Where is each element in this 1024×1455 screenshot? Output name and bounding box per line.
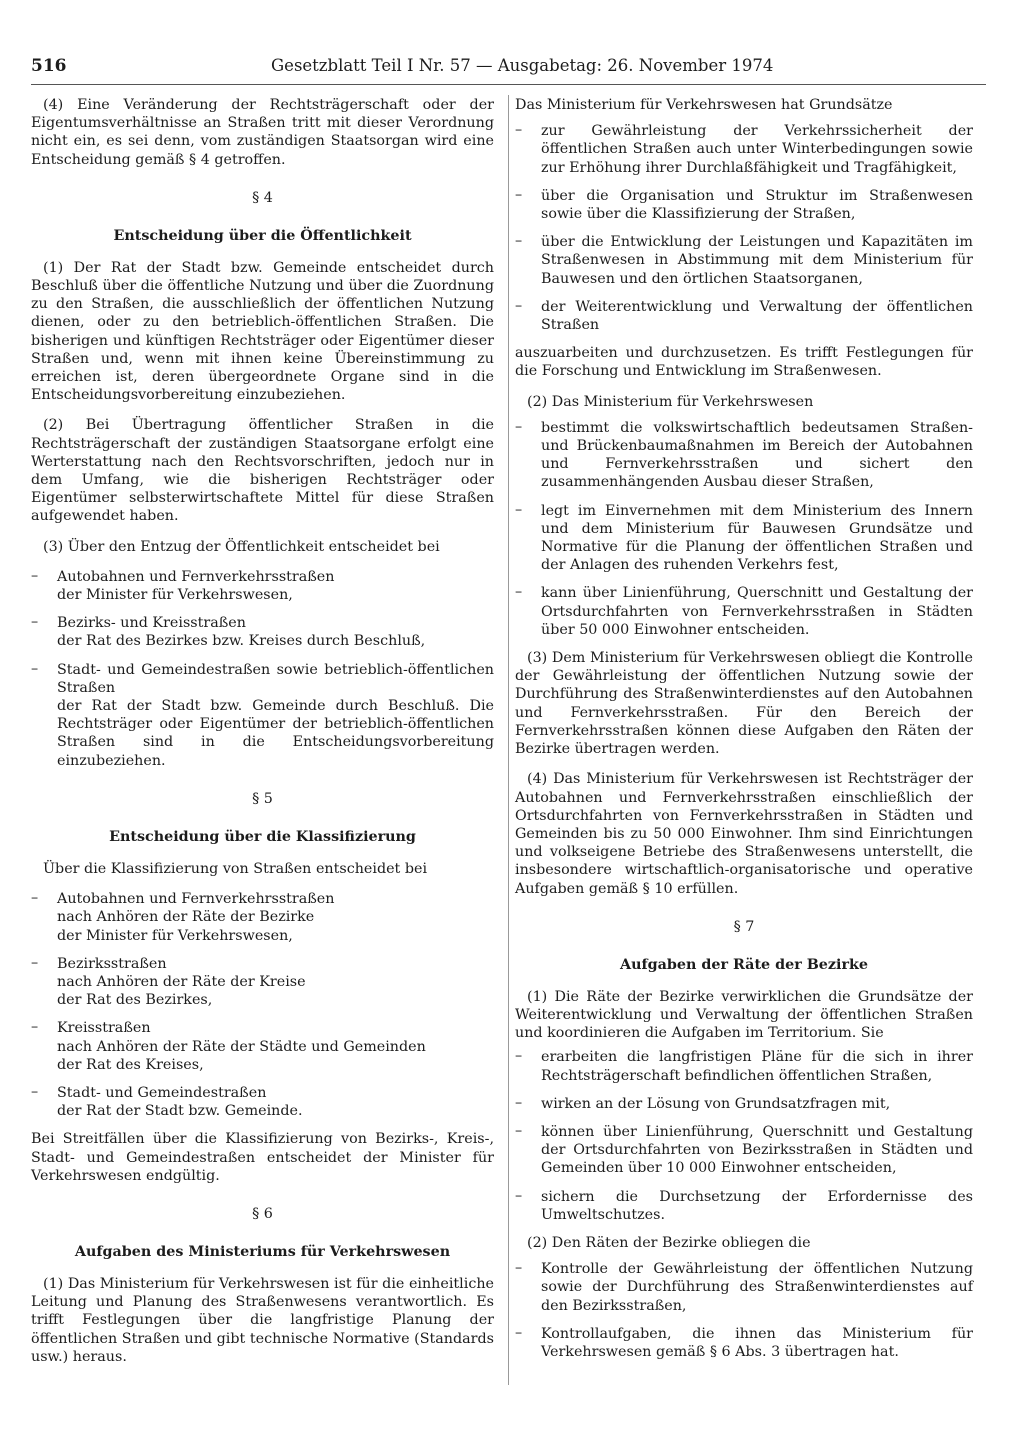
list-item-line: der Rat des Kreises, <box>57 1056 204 1073</box>
list-item <box>515 298 973 334</box>
section-title-6: Aufgaben des Ministeriums für Verkehrswesen <box>74 1243 451 1260</box>
list-item <box>31 661 494 770</box>
paragraph-6-3: (3) Dem Ministerium für Verkehrswesen obliegt die Kontrolle der Gewährleistung der öffentlichen Nutzung sowie der Durchführung des Straßenwinterdienstes auf den Autobahnen und Fernverkehrsstraßen. Für den Bereich der Fernverkehrsstraßen können diese Aufgaben den Räten der Bezirke übertragen werden. <box>515 650 973 758</box>
list-item-text: – kann über Linienführung, Querschnitt und Gestaltung der Ortsdurchfahrten von Fernverkehrsstraßen in Städten über 50 000 Einwohner entscheiden. <box>541 585 973 638</box>
list-item <box>31 614 494 650</box>
paragraph-3-4: (4) Eine Veränderung der Rechtsträgerschaft oder der Eigentumsverhältnisse an Straßen tritt mit dieser Verordnung nicht ein, es sei denn, vom zuständigen Staatsorgan wird eine Entscheidung gemäß § 4 getroffen. <box>31 97 494 168</box>
paragraph-5-end: Bei Streitfällen über die Klassifizierung von Bezirks-, Kreis-, Stadt- und Gemeindestraßen entscheidet der Minister für Verkehrswesen endgültig. <box>31 1131 494 1184</box>
list-item <box>31 568 494 604</box>
section-number-4: § 4 <box>252 189 273 206</box>
list-item-text: – über die Entwicklung der Leistungen und Kapazitäten im Straßenwesen in Abstimmung mit dem Ministerium für Bauwesen und den örtlichen Staatsorganen, <box>541 234 973 287</box>
paragraph-7-2: (2) Den Räten der Bezirke obliegen die <box>527 1234 811 1251</box>
list-item-line: der Rat der Stadt bzw. Gemeinde durch Beschluß. Die Rechtsträger oder Eigentümer der betrieblich-öffentlichen Straßen sind in die Entscheidungsvorbereitung einzubeziehen. <box>57 698 494 769</box>
paragraph-6-1-end: auszuarbeiten und durchzusetzen. Es trifft Festlegungen für die Forschung und Entwicklung im Straßenwesen. <box>515 345 973 380</box>
section-number-7: § 7 <box>733 918 755 935</box>
list-item-text: – bestimmt die volkswirtschaftlich bedeutsamen Straßen- und Brückenbaumaßnahmen im Bereich der Autobahnen und Fernverkehrsstraßen und sichert den zusammenhängenden Ausbau dieser Straßen, <box>541 419 973 491</box>
left-column <box>31 96 494 1378</box>
list-item-line: – Bezirksstraßen <box>57 955 167 972</box>
list-item <box>31 1084 494 1120</box>
list-item-line: – Autobahnen und Fernverkehrsstraßen <box>57 891 335 908</box>
list-item-line: nach Anhören der Räte der Kreise <box>57 973 306 990</box>
list-item-text: – der Weiterentwicklung und Verwaltung der öffentlichen Straßen <box>541 298 973 334</box>
page-header <box>31 56 986 82</box>
list-item <box>515 584 973 639</box>
list-item <box>31 890 494 945</box>
list-item-line: der Minister für Verkehrswesen, <box>57 927 293 944</box>
section-number-6: § 6 <box>252 1205 273 1222</box>
list-item <box>31 1019 494 1074</box>
list-item <box>515 122 973 177</box>
list-item <box>515 1188 973 1224</box>
paragraph-4-2: (2) Bei Übertragung öffentlicher Straßen in die Rechtsträgerschaft der zuständigen Staatsorgane erfolgt eine Werterstattung nach den Rechtsvorschriften, jedoch nur in dem Umfang, wie die bisherigen Rechtsträger oder Eigentümer selbsterwirtschaftete Mittel für diese Straßen aufgewendet haben. <box>31 417 494 525</box>
list-item-text: – erarbeiten die langfristigen Pläne für die sich in ihrer Rechtsträgerschaft befindlichen öffentlichen Straßen, <box>541 1049 973 1084</box>
list-item-line: – Stadt- und Gemeindestraßen <box>57 1084 267 1101</box>
paragraph-5-intro: Über die Klassifizierung von Straßen entscheidet bei <box>43 860 428 877</box>
list-item <box>515 1123 973 1178</box>
list-item-line: nach Anhören der Räte der Städte und Gemeinden <box>57 1038 426 1055</box>
list-item-line: – Autobahnen und Fernverkehrsstraßen <box>57 568 335 585</box>
list-item <box>515 1048 973 1084</box>
list-item <box>515 1325 973 1361</box>
list-item <box>515 502 973 575</box>
page-number: 516 <box>31 56 67 76</box>
paragraph-6-1-cont: Das Ministerium für Verkehrswesen hat Grundsätze <box>515 97 893 113</box>
paragraph-6-2: (2) Das Ministerium für Verkehrswesen <box>527 393 814 410</box>
paragraph-4-1: (1) Der Rat der Stadt bzw. Gemeinde entscheidet durch Beschluß über die öffentliche Nutzung und über die Zuordnung zu den Straßen, die ausschließlich der öffentlichen Nutzung dienen, oder zu den betrieblich-öffentlichen Straßen. Die bisherigen und künftigen Rechtsträger oder Eigentümer dieser Straßen und, wenn mit ihnen keine Übereinstimmung zu erreichen ist, deren übergeordnete Organe sind in die Entscheidungsvorbereitung einzubeziehen. <box>31 259 494 404</box>
list-item-line: der Rat der Stadt bzw. Gemeinde. <box>57 1103 303 1120</box>
list-item <box>515 233 973 288</box>
running-title: Gesetzblatt Teil I Nr. 57 — Ausgabetag: 26. November 1974 <box>271 56 774 75</box>
section-title-7: Aufgaben der Räte der Bezirke <box>620 956 868 973</box>
list-item-line: nach Anhören der Räte der Bezirke <box>57 909 315 926</box>
list-item-line: – Kreisstraßen <box>57 1020 151 1037</box>
paragraph-6-1: (1) Das Ministerium für Verkehrswesen ist für die einheitliche Leitung und Planung des Straßenwesens verantwortlich. Es trifft Festlegungen über die langfristige Planung der öffentlichen Straßen und gibt technische Normative (Standards usw.) heraus. <box>31 1275 494 1365</box>
list-item-line: der Rat des Bezirkes bzw. Kreises durch Beschluß, <box>57 633 426 650</box>
paragraph-4-3: (3) Über den Entzug der Öffentlichkeit entscheidet bei <box>43 538 440 555</box>
list-item <box>515 1095 973 1113</box>
right-column <box>515 96 973 1371</box>
list-item-line: der Rat des Bezirkes, <box>57 992 213 1009</box>
list-item <box>515 419 973 492</box>
column-divider <box>508 95 509 1385</box>
list-item <box>515 1260 973 1315</box>
paragraph-7-1: (1) Die Räte der Bezirke verwirklichen die Grundsätze der Weiterentwicklung und Verwaltung der öffentlichen Straßen und koordinieren die Aufgaben im Territorium. Sie <box>515 988 973 1042</box>
list-item-line: – Stadt- und Gemeindestraßen sowie betrieblich-öffentlichen Straßen <box>57 661 494 696</box>
header-rule <box>31 84 986 85</box>
list-item-text: – über die Organisation und Struktur im Straßenwesen sowie über die Klassifizierung der Straßen, <box>541 187 973 223</box>
list-item-line: – Bezirks- und Kreisstraßen <box>57 615 246 632</box>
section-title-4: Entscheidung über die Öffentlichkeit <box>113 227 412 244</box>
list-item-text: – wirken an der Lösung von Grundsatzfragen mit, <box>541 1095 891 1112</box>
list-item <box>515 187 973 223</box>
section-title-5: Entscheidung über die Klassifizierung <box>109 828 416 845</box>
list-item-text: – Kontrolle der Gewährleistung der öffentlichen Nutzung sowie der Durchführung des Straßenwinterdienstes auf den Bezirksstraßen, <box>541 1261 973 1314</box>
list-item-line: der Minister für Verkehrswesen, <box>57 587 293 604</box>
list-item-text: – sichern die Durchsetzung der Erfordernisse des Umweltschutzes. <box>541 1188 973 1223</box>
list-item-text: – legt im Einvernehmen mit dem Ministerium des Innern und dem Ministerium für Bauwesen Grundsätze und Normative für die Planung der öffentlichen Straßen und der Anlagen des ruhenden Verkehrs fest, <box>541 502 973 574</box>
list-item-text: – zur Gewährleistung der Verkehrssicherheit der öffentlichen Straßen auch unter Winterbedingungen sowie zur Erhöhung ihrer Durchlaßfähigkeit und Tragfähigkeit, <box>541 123 973 176</box>
list-item-text: – können über Linienführung, Querschnitt und Gestaltung der Ortsdurchfahrten von Bezirksstraßen in Städten und Gemeinden über 10 000 Einwohner entscheiden, <box>541 1123 973 1177</box>
list-item <box>31 955 494 1010</box>
list-item-text: – Kontrollaufgaben, die ihnen das Ministerium für Verkehrswesen gemäß § 6 Abs. 3 übertragen hat. <box>541 1325 973 1360</box>
paragraph-6-4: (4) Das Ministerium für Verkehrswesen ist Rechtsträger der Autobahnen und Fernverkehrsstraßen einschließlich der Ortsdurchfahrten von Fernverkehrsstraßen in Städten und Gemeinden bis zu 50 000 Einwohner. Ihm sind Einrichtungen und volkseigene Betriebe des Straßenwesens unterstellt, die insbesondere wirtschaftlich-organisatorische und operative Aufgaben gemäß § 10 erfüllen. <box>515 771 973 897</box>
section-number-5: § 5 <box>252 790 273 807</box>
